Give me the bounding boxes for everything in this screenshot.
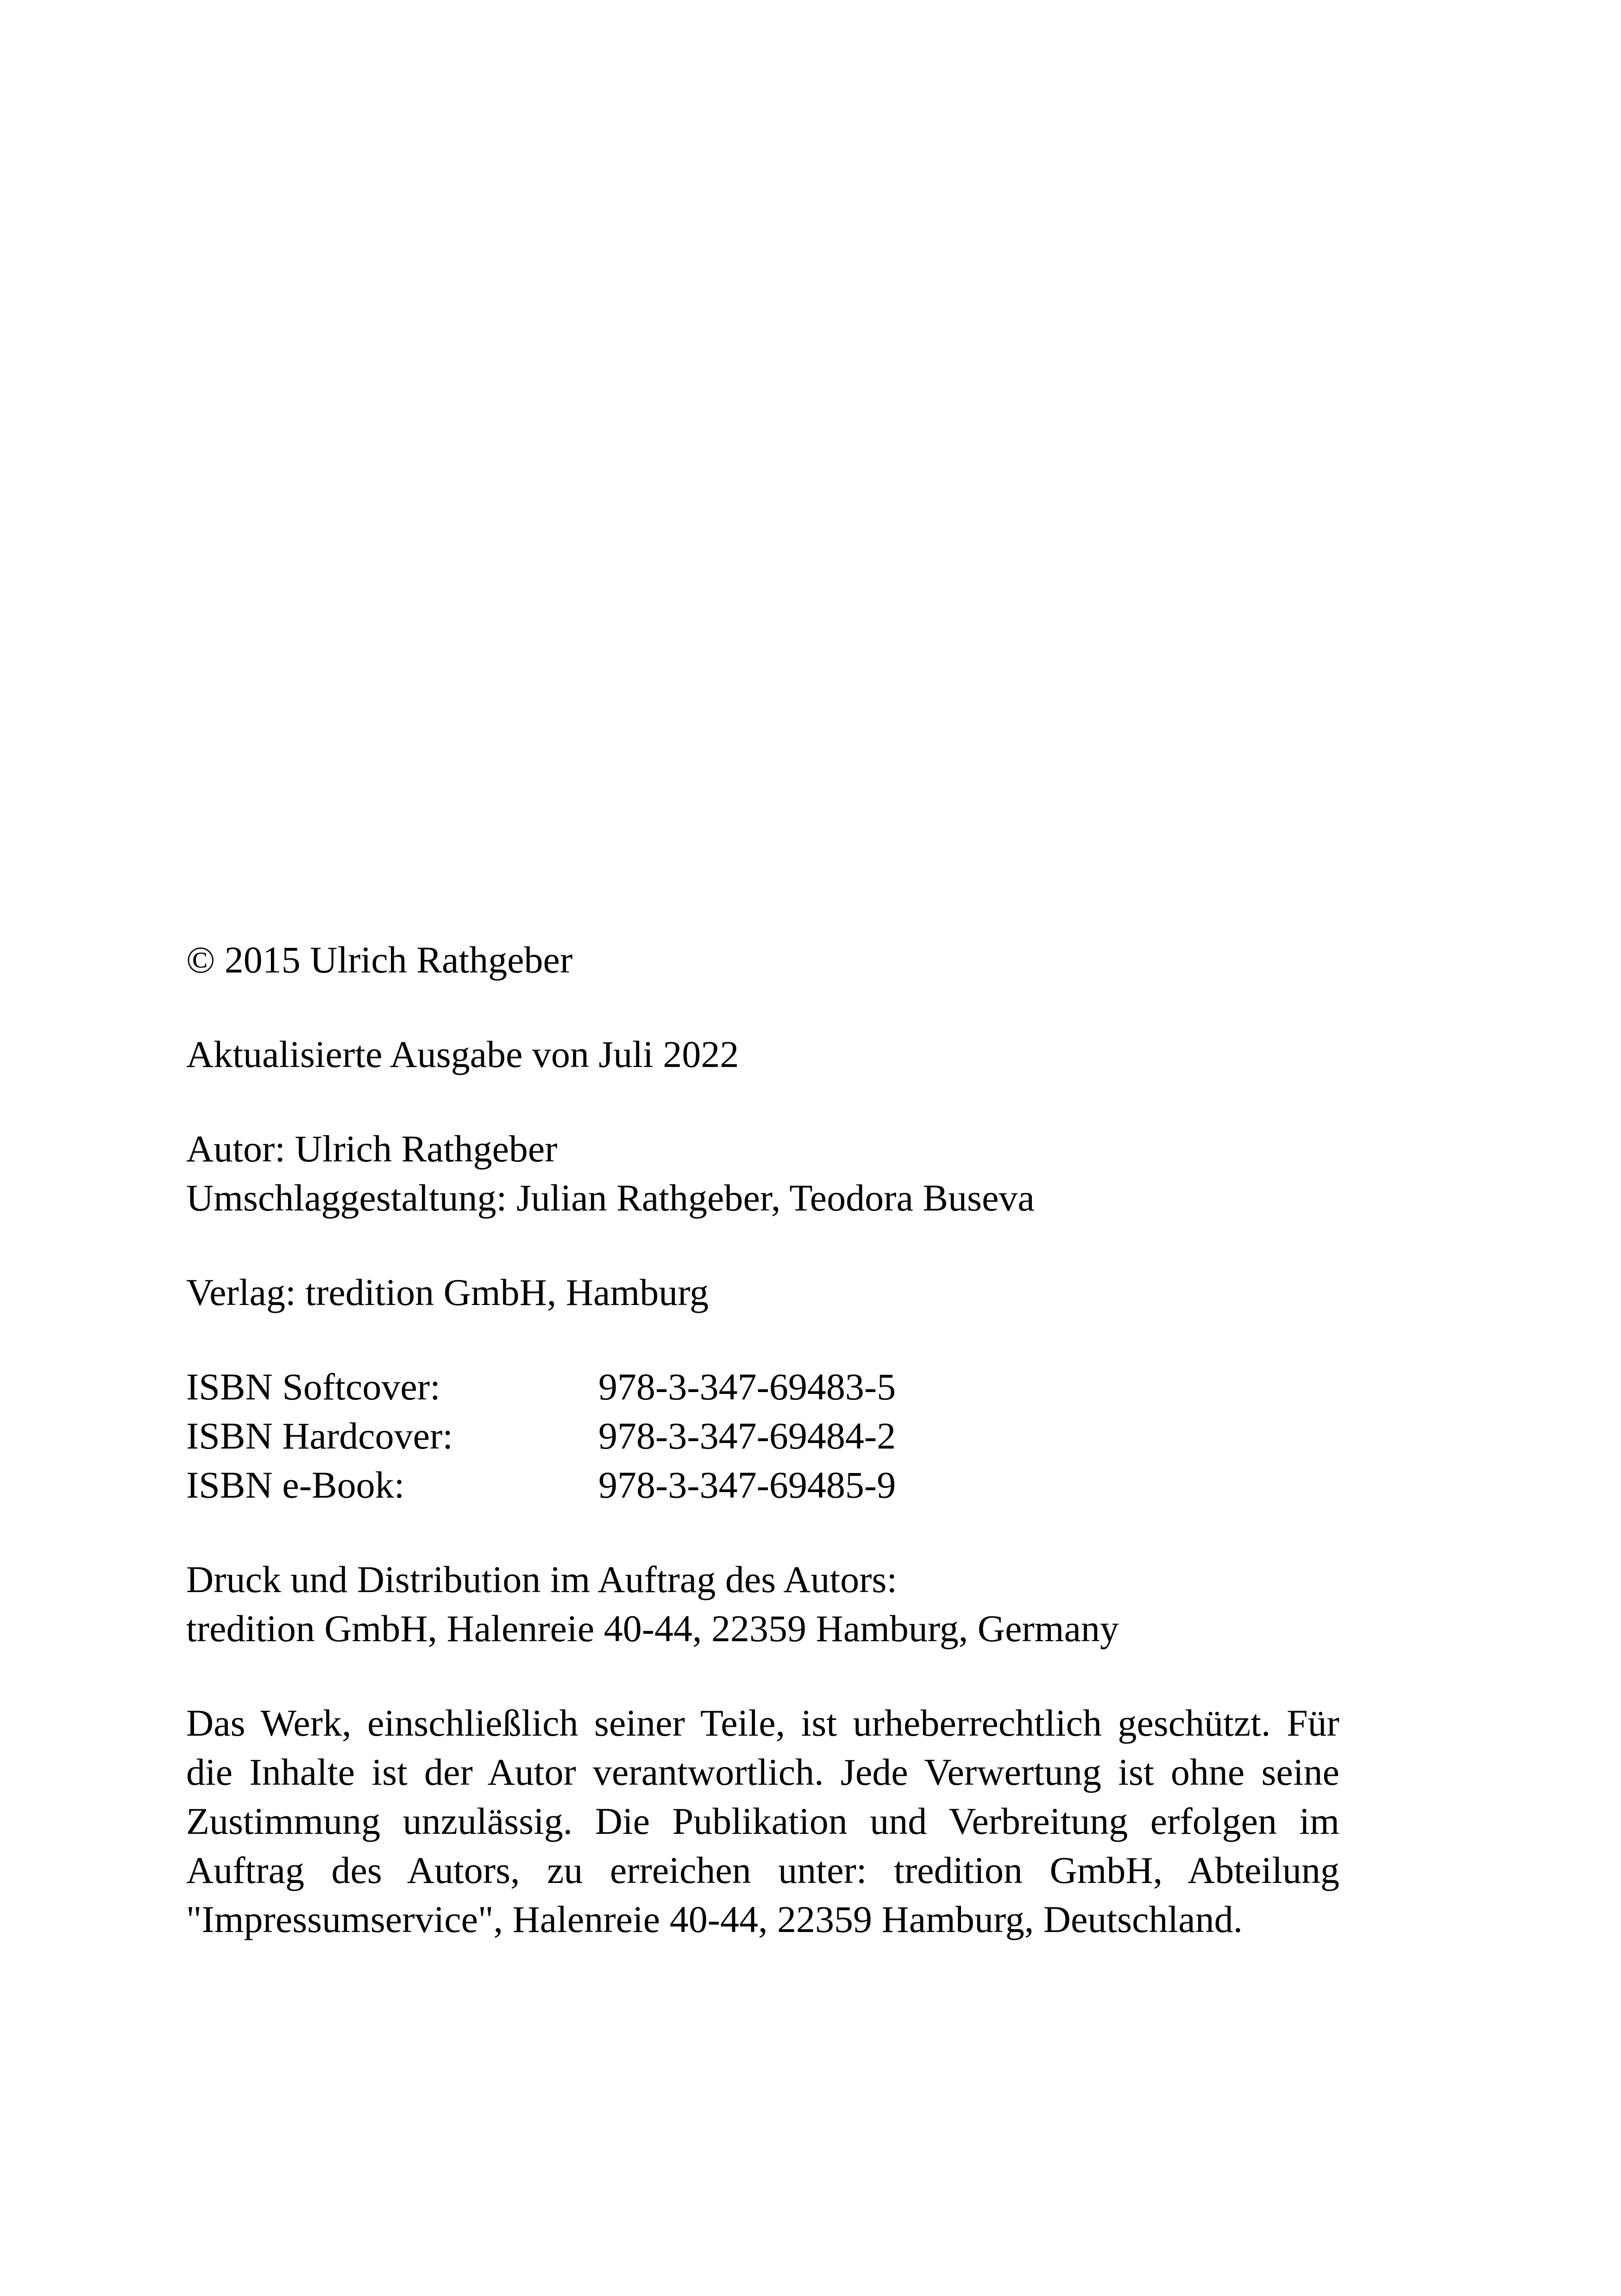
edition-block [186,1030,1339,1079]
publisher-block [186,1268,1339,1317]
isbn-label: ISBN Softcover: [186,1366,440,1408]
legal-block [186,1699,1339,1944]
legal-notice: Das Werk, einschließlich seiner Teile, ist urheberrechtlich geschützt. Für die Inhalte ist der Autor verantwortlich. Jede Verwertung ist ohne seine Zustimmung unzulässig. Die Publikation und Verbreitung erfolgen im Auftrag des Autors, zu erreichen unter: tredition GmbH, Abteilung "Impressumservice", Halenreie 40-44, 22359 Hamburg, Deutschland. [186,1702,1339,1940]
isbn-label: ISBN e-Book: [186,1464,405,1506]
credits-block [186,1124,1339,1223]
copyright-line: © 2015 Ulrich Rathgeber [186,939,573,981]
isbn-block [186,1362,1339,1510]
isbn-row-ebook [186,1461,1339,1510]
isbn-row-softcover [186,1362,1339,1411]
distribution-block [186,1555,1339,1653]
distribution-line-2: tredition GmbH, Halenreie 40-44, 22359 Hamburg, Germany [186,1607,1119,1650]
copyright-block [186,935,1339,985]
isbn-label: ISBN Hardcover: [186,1415,453,1457]
edition-line: Aktualisierte Ausgabe von Juli 2022 [186,1033,739,1075]
cover-design-line: Umschlaggestaltung: Julian Rathgeber, Teodora Buseva [186,1177,1035,1219]
isbn-value: 978-3-347-69485-9 [598,1464,896,1506]
author-line: Autor: Ulrich Rathgeber [186,1128,558,1170]
imprint-text [186,935,1339,1989]
isbn-value: 978-3-347-69483-5 [598,1366,896,1408]
isbn-value: 978-3-347-69484-2 [598,1415,896,1457]
publisher-line: Verlag: tredition GmbH, Hamburg [186,1271,709,1313]
isbn-row-hardcover [186,1411,1339,1461]
distribution-line-1: Druck und Distribution im Auftrag des Autors: [186,1558,898,1600]
